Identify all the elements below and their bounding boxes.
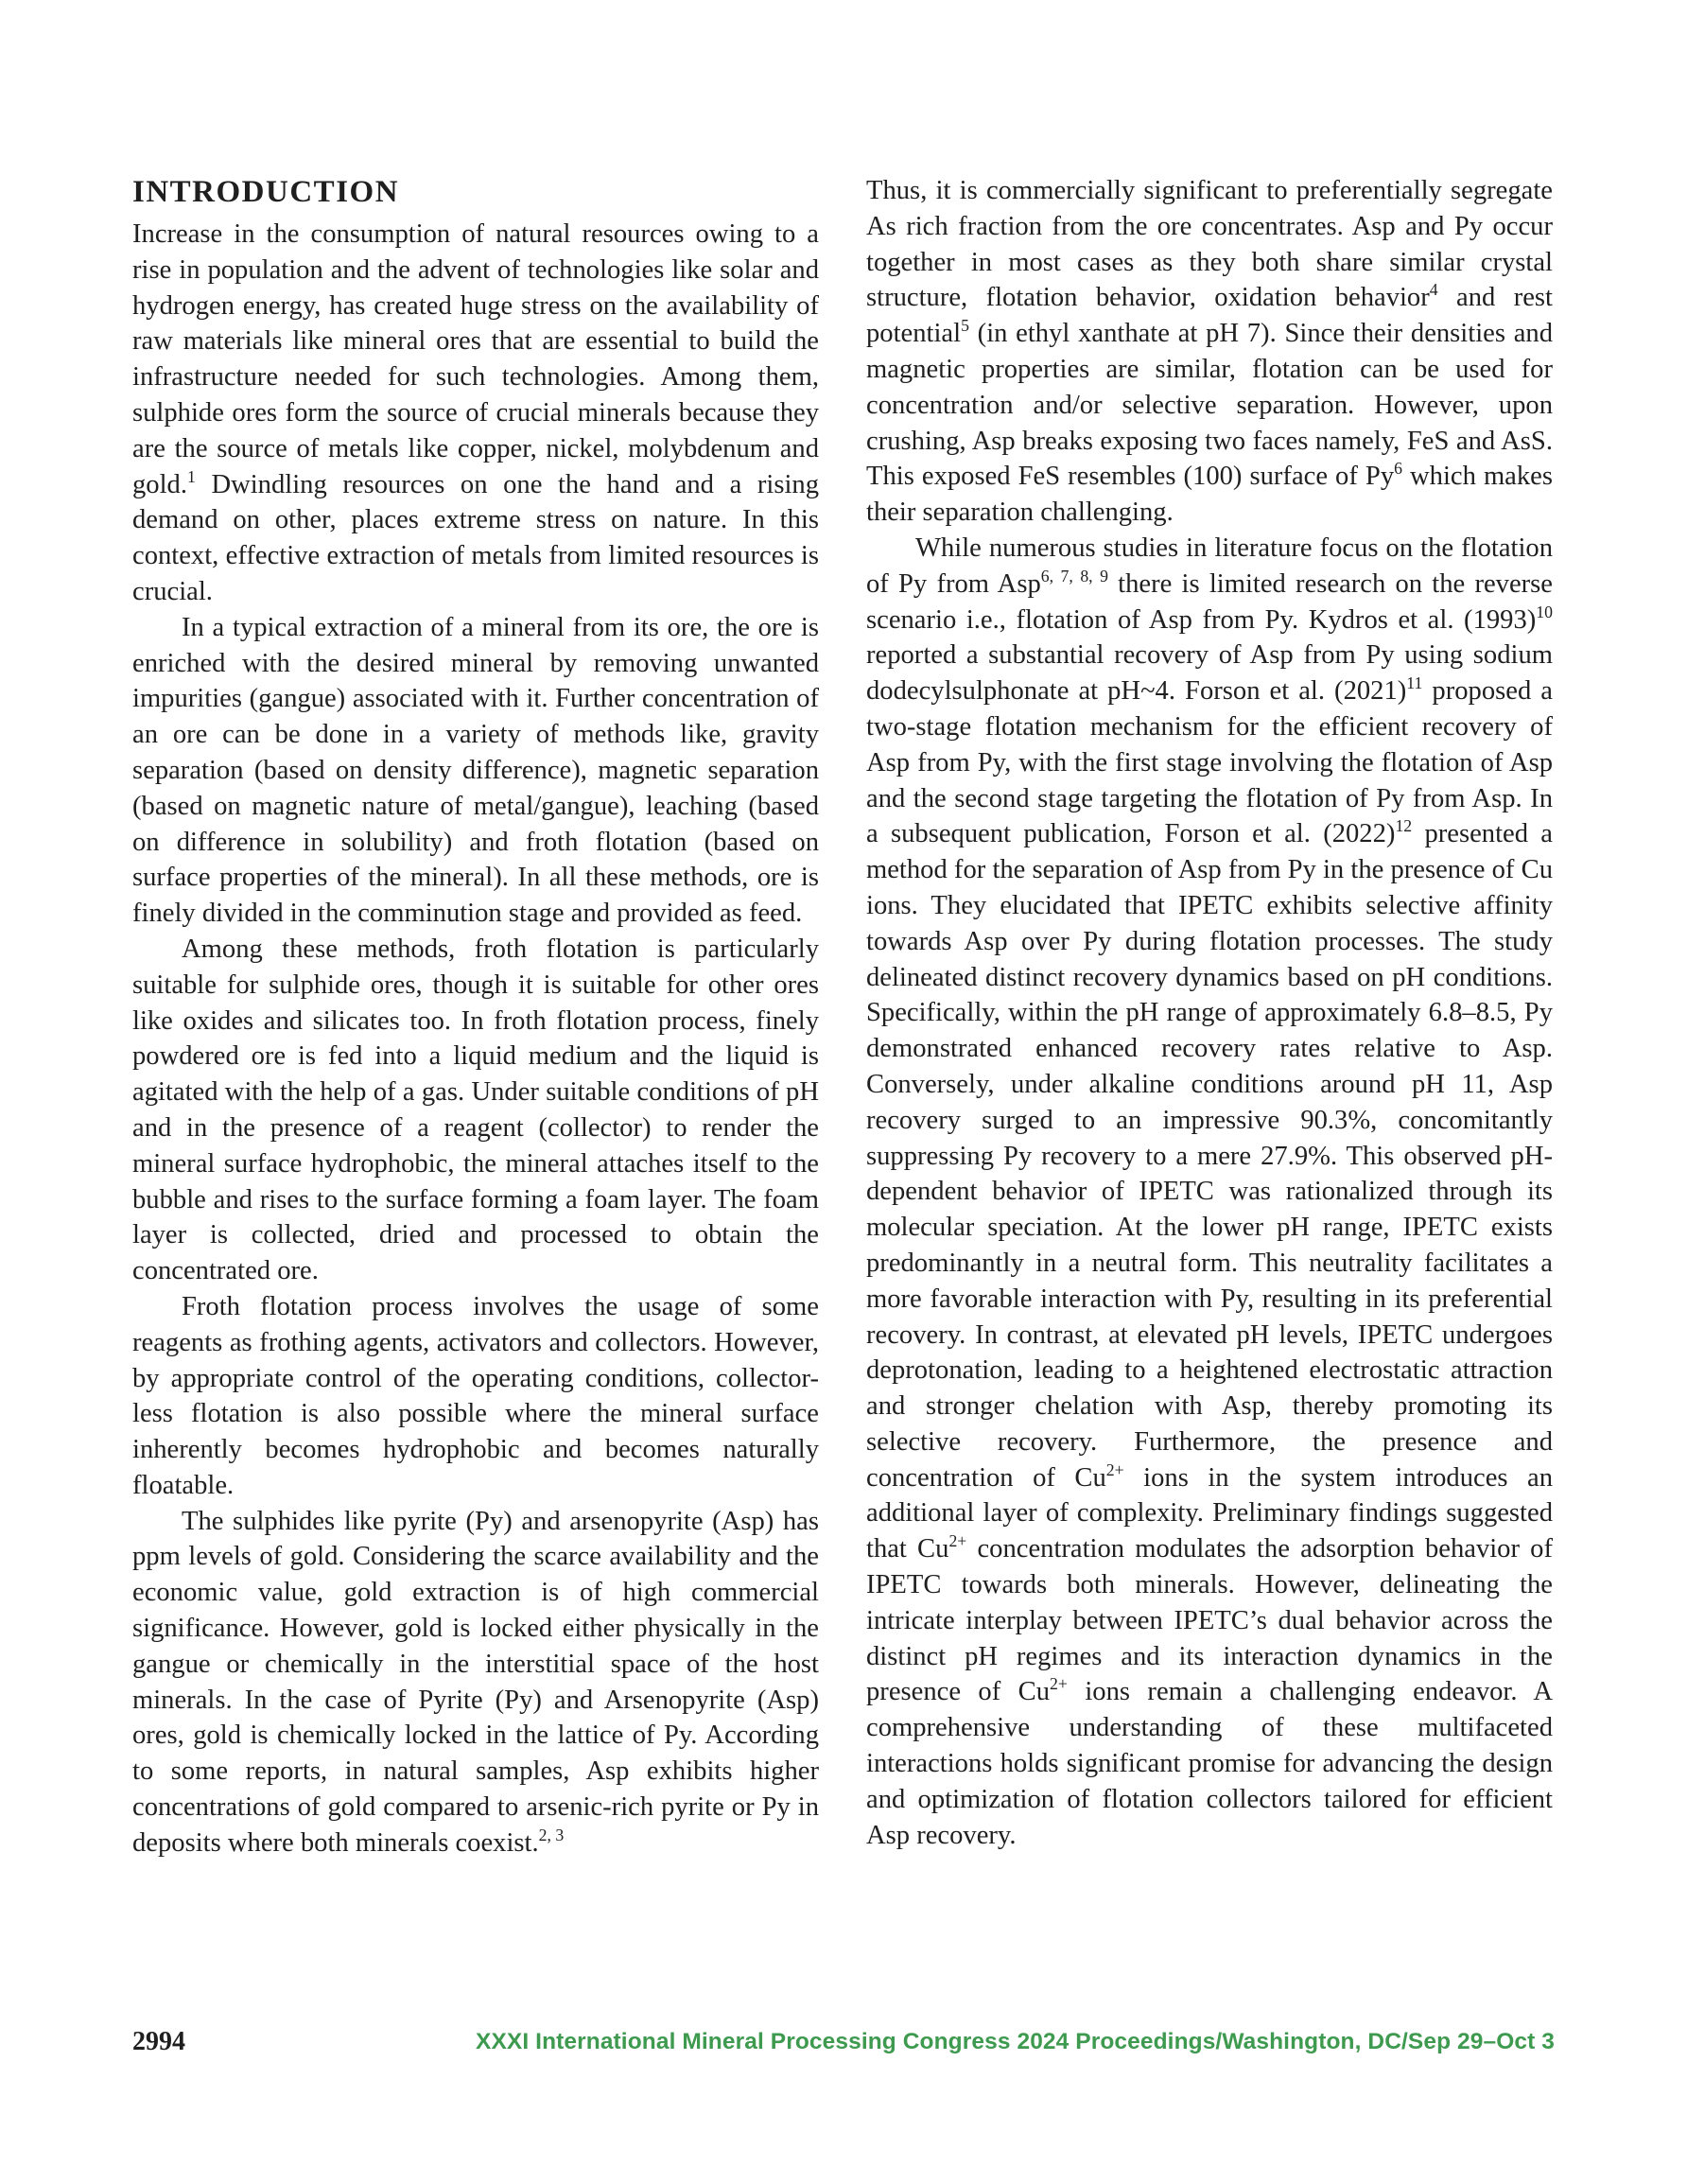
- paragraph-text: proposed a two-stage flotation mechanism for the efficient recovery of Asp from Py, with the first stage involving the flotation of Asp and the second stage targeting the flotation of Py from Asp. In a subsequent publication, Forson et al. (2022): [866, 676, 1553, 849]
- paragraph-text: reported a substantial recovery of Asp from Py using sodium dodecylsulphonate at pH~4. Forson et al. (2021): [866, 640, 1553, 707]
- paragraph-text: The sulphides like pyrite (Py) and arsenopyrite (Asp) has ppm levels of gold. Considering the scarce availability and the economic value, gold extraction is of high commercial significance. However, gold is locked either physically in the gangue or chemically in the interstitial space of the host minerals. In the case of Pyrite (Py) and Arsenopyrite (Asp) ores, gold is chemically locked in the lattice of Py. According to some reports, in natural samples, Asp exhibits higher concentrations of gold compared to arsenic-rich pyrite or Py in deposits where both minerals coexist.: [132, 1506, 819, 1858]
- section-title: INTRODUCTION: [132, 175, 400, 209]
- left-column: [132, 173, 819, 1861]
- citation-superscript: 2+: [948, 1531, 967, 1551]
- paragraph-text: there is limited research on the reverse scenario i.e., flotation of Asp from Py. Kydros et al. (1993): [866, 568, 1553, 635]
- paragraph-text: While numerous studies in literature focus on the flotation of Py from Asp: [866, 533, 1553, 599]
- paragraph-text: presented a method for the separation of Asp from Py in the presence of Cu ions. They elucidated that IPETC exhibits selective affinity towards Asp over Py during flotation processes. The study delineated distinct recovery dynamics based on pH conditions. Specifically, within the pH range of approximately 6.8–8.5, Py demonstrated enhanced recovery rates relative to Asp. Conversely, under alkaline conditions around pH 11, Asp recovery surged to an impressive 90.3%, concomitantly suppressing Py recovery to a mere 27.9%. This observed pH-dependent behavior of IPETC was rationalized through its molecular speciation. At the lower pH range, IPETC exists predominantly in a neutral form. This neutrality facilitates a more favorable interaction with Py, resulting in its preferential recovery. In contrast, at elevated pH levels, IPETC undergoes deprotonation, leading to a heightened electrostatic attraction and stronger chelation with Asp, thereby promoting its selective recovery. Furthermore, the presence and concentration of Cu: [866, 819, 1553, 1493]
- body-paragraph: [866, 173, 1553, 531]
- citation-superscript: 2+: [1105, 1459, 1124, 1479]
- paragraph-text: Froth flotation process involves the usage of some reagents as frothing agents, activators and collectors. However, by appropriate control of the operating conditions, collector-less flotation is also possible where the mineral surface inherently becomes hydrophobic and becomes naturally floatable.: [132, 1291, 819, 1500]
- citation-superscript: 2+: [1050, 1674, 1068, 1694]
- citation-superscript: 11: [1406, 673, 1423, 693]
- body-paragraph: [132, 610, 819, 932]
- body-paragraph: [132, 1289, 819, 1504]
- paragraph-text: (in ethyl xanthate at pH 7). Since their densities and magnetic properties are similar, flotation can be used for concentration and/or selective separation. However, upon crushing, Asp breaks exposing two faces namely, FeS and AsS. This exposed FeS resembles (100) surface of Py: [866, 319, 1553, 492]
- citation-superscript: 10: [1536, 602, 1553, 621]
- citation-superscript: 12: [1395, 816, 1413, 836]
- page-number: 2994: [132, 2027, 185, 2056]
- citation-superscript: 4: [1429, 280, 1438, 300]
- paragraph-text: ions in the system introduces an additional layer of complexity. Preliminary findings suggested that Cu: [866, 1462, 1553, 1564]
- paragraph-text: Thus, it is commercially significant to preferentially segregate As rich fraction from the ore concentrates. Asp and Py occur together in most cases as they both share similar crystal structure, flotation behavior, oxidation behavior: [866, 176, 1553, 313]
- body-paragraph: [132, 932, 819, 1289]
- paragraph-text: and rest potential: [866, 283, 1553, 349]
- paragraph-text: Dwindling resources on one the hand and a rising demand on other, places extreme stress on nature. In this context, effective extraction of metals from limited resources is crucial.: [132, 469, 819, 606]
- citation-superscript: 2, 3: [538, 1825, 565, 1844]
- paragraph-text: ions remain a challenging endeavor. A comprehensive understanding of these multifaceted interactions holds significant promise for advancing the design and optimization of flotation collectors tailored for efficient Asp recovery.: [866, 1677, 1553, 1850]
- paragraph-text: concentration modulates the adsorption behavior of IPETC towards both minerals. However, delineating the intricate interplay between IPETC’s dual behavior across the distinct pH regimes and its interaction dynamics in the presence of Cu: [866, 1534, 1553, 1707]
- citation-superscript: 5: [961, 316, 969, 336]
- right-paragraphs: [866, 173, 1553, 1853]
- paragraph-text: In a typical extraction of a mineral from its ore, the ore is enriched with the desired mineral by removing unwanted impurities (gangue) associated with it. Further concentration of an ore can be done in a variety of methods like, gravity separation (based on density difference), magnetic separation (based on magnetic nature of metal/gangue), leaching (based on difference in solubility) and froth flotation (based on surface properties of the mineral). In all these methods, ore is finely divided in the comminution stage and provided as feed.: [132, 612, 819, 929]
- paragraph-text: which makes their separation challenging.: [866, 462, 1553, 528]
- body-paragraph: [866, 531, 1553, 1853]
- citation-superscript: 6, 7, 8, 9: [1040, 566, 1108, 585]
- journal-footer: XXXI International Mineral Processing Congress 2024 Proceedings/Washington, DC/Sep 29–Oct 3: [476, 2029, 1555, 2054]
- body-paragraph: [132, 1504, 819, 1861]
- paragraph-text: Increase in the consumption of natural resources owing to a rise in population and the advent of technologies like solar and hydrogen energy, has created huge stress on the availability of raw materials like mineral ores that are essential to build the infrastructure needed for such technologies. Among them, sulphide ores form the source of crucial minerals because they are the source of metals like copper, nickel, molybdenum and gold.: [132, 219, 819, 499]
- paragraph-text: Among these methods, froth flotation is particularly suitable for sulphide ores, though it is suitable for other ores like oxides and silicates too. In froth flotation process, finely powdered ore is fed into a liquid medium and the liquid is agitated with the help of a gas. Under suitable conditions of pH and in the presence of a reagent (collector) to render the mineral surface hydrophobic, the mineral attaches itself to the bubble and rises to the surface forming a foam layer. The foam layer is collected, dried and processed to obtain the concentrated ore.: [132, 934, 819, 1286]
- citation-superscript: 6: [1394, 459, 1402, 479]
- body-paragraph: [132, 217, 819, 610]
- right-column: [866, 173, 1553, 1853]
- citation-superscript: 1: [186, 466, 196, 486]
- left-paragraphs: [132, 217, 819, 1861]
